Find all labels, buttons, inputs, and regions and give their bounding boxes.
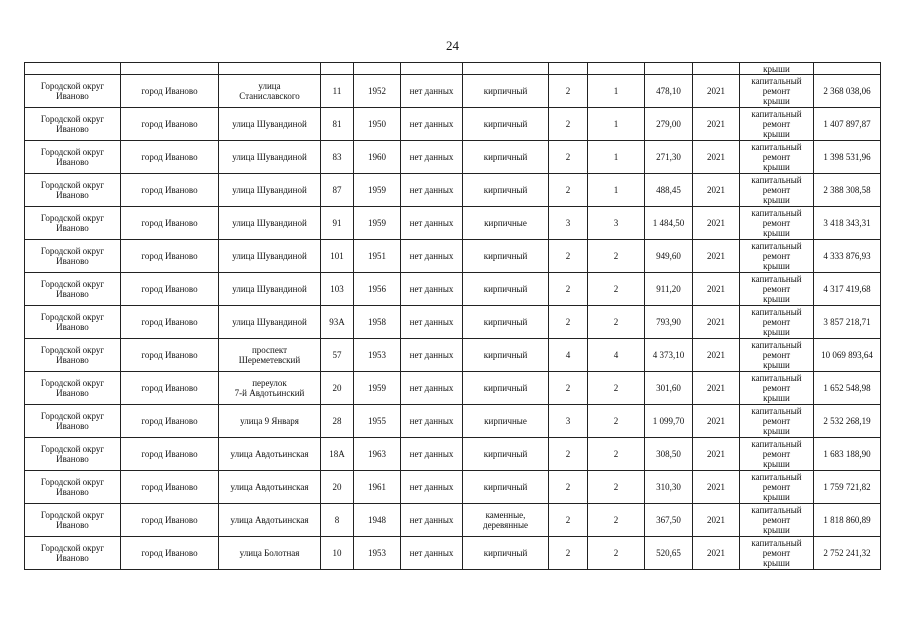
okrug-cell: Городской округ Иваново	[25, 339, 121, 372]
wall-material-cell: кирпичный	[463, 339, 549, 372]
info-cell: нет данных	[401, 174, 463, 207]
city-cell: город Иваново	[121, 537, 219, 570]
info-cell: нет данных	[401, 108, 463, 141]
info-cell: нет данных	[401, 372, 463, 405]
wall-material-cell: кирпичный	[463, 141, 549, 174]
street-cell: улица Шувандиной	[219, 273, 321, 306]
table-row	[25, 372, 881, 405]
work-type-cell: капитальный ремонт крыши	[740, 504, 814, 537]
entrances-cell: 2	[588, 372, 645, 405]
cost-cell: 1 652 548,98	[814, 372, 881, 405]
info-cell: нет данных	[401, 504, 463, 537]
info-cell: нет данных	[401, 405, 463, 438]
header-cell: крыши	[740, 63, 814, 75]
street-cell: улица Авдотьинская	[219, 471, 321, 504]
work-type-cell: капитальный ремонт крыши	[740, 240, 814, 273]
info-cell: нет данных	[401, 438, 463, 471]
entrances-cell: 2	[588, 405, 645, 438]
okrug-cell: Городской округ Иваново	[25, 372, 121, 405]
header-cell	[645, 63, 693, 75]
okrug-cell: Городской округ Иваново	[25, 471, 121, 504]
header-cell	[401, 63, 463, 75]
street-cell: улица Шувандиной	[219, 240, 321, 273]
area-cell: 478,10	[645, 75, 693, 108]
info-cell: нет данных	[401, 207, 463, 240]
work-type-cell: капитальный ремонт крыши	[740, 108, 814, 141]
floors-cell: 2	[549, 108, 588, 141]
city-cell: город Иваново	[121, 339, 219, 372]
entrances-cell: 1	[588, 108, 645, 141]
house-number-cell: 8	[321, 504, 354, 537]
header-cell	[814, 63, 881, 75]
build-year-cell: 1958	[354, 306, 401, 339]
area-cell: 1 099,70	[645, 405, 693, 438]
wall-material-cell: кирпичный	[463, 108, 549, 141]
city-cell: город Иваново	[121, 405, 219, 438]
work-type-cell: капитальный ремонт крыши	[740, 471, 814, 504]
city-cell: город Иваново	[121, 471, 219, 504]
info-cell: нет данных	[401, 141, 463, 174]
house-number-cell: 28	[321, 405, 354, 438]
house-number-cell: 11	[321, 75, 354, 108]
table-row	[25, 405, 881, 438]
street-cell: улица Шувандиной	[219, 141, 321, 174]
plan-year-cell: 2021	[693, 207, 740, 240]
okrug-cell: Городской округ Иваново	[25, 174, 121, 207]
floors-cell: 2	[549, 141, 588, 174]
work-type-cell: капитальный ремонт крыши	[740, 339, 814, 372]
table-header-row	[25, 63, 881, 75]
cost-cell: 10 069 893,64	[814, 339, 881, 372]
floors-cell: 2	[549, 537, 588, 570]
header-cell	[321, 63, 354, 75]
house-number-cell: 20	[321, 471, 354, 504]
table-row	[25, 141, 881, 174]
area-cell: 4 373,10	[645, 339, 693, 372]
city-cell: город Иваново	[121, 240, 219, 273]
floors-cell: 3	[549, 405, 588, 438]
plan-year-cell: 2021	[693, 273, 740, 306]
house-number-cell: 83	[321, 141, 354, 174]
okrug-cell: Городской округ Иваново	[25, 537, 121, 570]
house-number-cell: 81	[321, 108, 354, 141]
entrances-cell: 2	[588, 306, 645, 339]
cost-cell: 1 818 860,89	[814, 504, 881, 537]
house-number-cell: 20	[321, 372, 354, 405]
build-year-cell: 1963	[354, 438, 401, 471]
entrances-cell: 4	[588, 339, 645, 372]
area-cell: 793,90	[645, 306, 693, 339]
house-number-cell: 91	[321, 207, 354, 240]
okrug-cell: Городской округ Иваново	[25, 438, 121, 471]
plan-year-cell: 2021	[693, 240, 740, 273]
cost-cell: 2 368 038,06	[814, 75, 881, 108]
work-type-cell: капитальный ремонт крыши	[740, 141, 814, 174]
work-type-cell: капитальный ремонт крыши	[740, 174, 814, 207]
build-year-cell: 1959	[354, 207, 401, 240]
cost-cell: 1 683 188,90	[814, 438, 881, 471]
cost-cell: 1 407 897,87	[814, 108, 881, 141]
okrug-cell: Городской округ Иваново	[25, 108, 121, 141]
cost-cell: 1 398 531,96	[814, 141, 881, 174]
area-cell: 308,50	[645, 438, 693, 471]
page-number: 24	[446, 38, 459, 53]
plan-year-cell: 2021	[693, 405, 740, 438]
info-cell: нет данных	[401, 240, 463, 273]
entrances-cell: 1	[588, 75, 645, 108]
plan-year-cell: 2021	[693, 75, 740, 108]
build-year-cell: 1956	[354, 273, 401, 306]
street-cell: улица Авдотьинская	[219, 438, 321, 471]
wall-material-cell: кирпичный	[463, 306, 549, 339]
okrug-cell: Городской округ Иваново	[25, 240, 121, 273]
floors-cell: 2	[549, 438, 588, 471]
street-cell: улица Шувандиной	[219, 108, 321, 141]
cost-cell: 2 532 268,19	[814, 405, 881, 438]
area-cell: 949,60	[645, 240, 693, 273]
header-cell	[25, 63, 121, 75]
housing-repair-table	[24, 62, 881, 570]
floors-cell: 2	[549, 174, 588, 207]
header-cell	[121, 63, 219, 75]
info-cell: нет данных	[401, 339, 463, 372]
cost-cell: 1 759 721,82	[814, 471, 881, 504]
floors-cell: 2	[549, 306, 588, 339]
table-row	[25, 108, 881, 141]
entrances-cell: 2	[588, 537, 645, 570]
table-row	[25, 240, 881, 273]
build-year-cell: 1959	[354, 372, 401, 405]
cost-cell: 3 857 218,71	[814, 306, 881, 339]
floors-cell: 2	[549, 75, 588, 108]
plan-year-cell: 2021	[693, 108, 740, 141]
street-cell: улица Авдотьинская	[219, 504, 321, 537]
cost-cell: 4 317 419,68	[814, 273, 881, 306]
floors-cell: 2	[549, 240, 588, 273]
info-cell: нет данных	[401, 306, 463, 339]
header-cell	[219, 63, 321, 75]
floors-cell: 2	[549, 372, 588, 405]
work-type-cell: капитальный ремонт крыши	[740, 537, 814, 570]
okrug-cell: Городской округ Иваново	[25, 207, 121, 240]
plan-year-cell: 2021	[693, 372, 740, 405]
city-cell: город Иваново	[121, 306, 219, 339]
info-cell: нет данных	[401, 273, 463, 306]
work-type-cell: капитальный ремонт крыши	[740, 75, 814, 108]
wall-material-cell: кирпичный	[463, 372, 549, 405]
work-type-cell: капитальный ремонт крыши	[740, 438, 814, 471]
table-row	[25, 339, 881, 372]
info-cell: нет данных	[401, 537, 463, 570]
house-number-cell: 103	[321, 273, 354, 306]
floors-cell: 4	[549, 339, 588, 372]
work-type-cell: капитальный ремонт крыши	[740, 273, 814, 306]
okrug-cell: Городской округ Иваново	[25, 141, 121, 174]
okrug-cell: Городской округ Иваново	[25, 75, 121, 108]
entrances-cell: 3	[588, 207, 645, 240]
okrug-cell: Городской округ Иваново	[25, 306, 121, 339]
work-type-cell: капитальный ремонт крыши	[740, 372, 814, 405]
build-year-cell: 1953	[354, 537, 401, 570]
city-cell: город Иваново	[121, 174, 219, 207]
city-cell: город Иваново	[121, 75, 219, 108]
area-cell: 520,65	[645, 537, 693, 570]
street-cell: улица Шувандиной	[219, 306, 321, 339]
build-year-cell: 1953	[354, 339, 401, 372]
area-cell: 310,30	[645, 471, 693, 504]
plan-year-cell: 2021	[693, 339, 740, 372]
table-row	[25, 537, 881, 570]
work-type-cell: капитальный ремонт крыши	[740, 306, 814, 339]
area-cell: 271,30	[645, 141, 693, 174]
table-row	[25, 471, 881, 504]
wall-material-cell: кирпичный	[463, 537, 549, 570]
table-row	[25, 438, 881, 471]
okrug-cell: Городской округ Иваново	[25, 273, 121, 306]
build-year-cell: 1951	[354, 240, 401, 273]
area-cell: 1 484,50	[645, 207, 693, 240]
wall-material-cell: кирпичные	[463, 207, 549, 240]
house-number-cell: 18А	[321, 438, 354, 471]
build-year-cell: 1948	[354, 504, 401, 537]
city-cell: город Иваново	[121, 438, 219, 471]
plan-year-cell: 2021	[693, 438, 740, 471]
street-cell: улица Шувандиной	[219, 174, 321, 207]
table-row	[25, 174, 881, 207]
street-cell: проспект Шереметевский	[219, 339, 321, 372]
cost-cell: 4 333 876,93	[814, 240, 881, 273]
floors-cell: 2	[549, 471, 588, 504]
street-cell: переулок 7-й Авдотьинский	[219, 372, 321, 405]
street-cell: улица Станиславского	[219, 75, 321, 108]
wall-material-cell: кирпичный	[463, 438, 549, 471]
street-cell: улица Шувандиной	[219, 207, 321, 240]
okrug-cell: Городской округ Иваново	[25, 405, 121, 438]
city-cell: город Иваново	[121, 504, 219, 537]
wall-material-cell: кирпичные	[463, 405, 549, 438]
area-cell: 279,00	[645, 108, 693, 141]
plan-year-cell: 2021	[693, 141, 740, 174]
entrances-cell: 2	[588, 504, 645, 537]
cost-cell: 2 388 308,58	[814, 174, 881, 207]
header-cell	[463, 63, 549, 75]
house-number-cell: 10	[321, 537, 354, 570]
header-cell	[549, 63, 588, 75]
build-year-cell: 1961	[354, 471, 401, 504]
entrances-cell: 2	[588, 471, 645, 504]
area-cell: 488,45	[645, 174, 693, 207]
table-row	[25, 273, 881, 306]
table-row	[25, 504, 881, 537]
floors-cell: 2	[549, 273, 588, 306]
plan-year-cell: 2021	[693, 174, 740, 207]
area-cell: 911,20	[645, 273, 693, 306]
wall-material-cell: кирпичный	[463, 471, 549, 504]
work-type-cell: капитальный ремонт крыши	[740, 207, 814, 240]
plan-year-cell: 2021	[693, 504, 740, 537]
city-cell: город Иваново	[121, 141, 219, 174]
plan-year-cell: 2021	[693, 471, 740, 504]
floors-cell: 2	[549, 504, 588, 537]
city-cell: город Иваново	[121, 207, 219, 240]
wall-material-cell: кирпичный	[463, 75, 549, 108]
house-number-cell: 57	[321, 339, 354, 372]
build-year-cell: 1955	[354, 405, 401, 438]
entrances-cell: 2	[588, 240, 645, 273]
work-type-cell: капитальный ремонт крыши	[740, 405, 814, 438]
area-cell: 301,60	[645, 372, 693, 405]
plan-year-cell: 2021	[693, 306, 740, 339]
entrances-cell: 1	[588, 141, 645, 174]
entrances-cell: 2	[588, 438, 645, 471]
floors-cell: 3	[549, 207, 588, 240]
house-number-cell: 93А	[321, 306, 354, 339]
build-year-cell: 1952	[354, 75, 401, 108]
table-row	[25, 207, 881, 240]
house-number-cell: 101	[321, 240, 354, 273]
wall-material-cell: кирпичный	[463, 240, 549, 273]
entrances-cell: 1	[588, 174, 645, 207]
city-cell: город Иваново	[121, 108, 219, 141]
street-cell: улица 9 Января	[219, 405, 321, 438]
okrug-cell: Городской округ Иваново	[25, 504, 121, 537]
build-year-cell: 1960	[354, 141, 401, 174]
info-cell: нет данных	[401, 75, 463, 108]
table-row	[25, 306, 881, 339]
cost-cell: 3 418 343,31	[814, 207, 881, 240]
build-year-cell: 1950	[354, 108, 401, 141]
header-cell	[693, 63, 740, 75]
street-cell: улица Болотная	[219, 537, 321, 570]
plan-year-cell: 2021	[693, 537, 740, 570]
wall-material-cell: кирпичный	[463, 273, 549, 306]
header-cell	[354, 63, 401, 75]
city-cell: город Иваново	[121, 273, 219, 306]
wall-material-cell: кирпичный	[463, 174, 549, 207]
area-cell: 367,50	[645, 504, 693, 537]
entrances-cell: 2	[588, 273, 645, 306]
city-cell: город Иваново	[121, 372, 219, 405]
info-cell: нет данных	[401, 471, 463, 504]
cost-cell: 2 752 241,32	[814, 537, 881, 570]
header-cell	[588, 63, 645, 75]
table-row	[25, 75, 881, 108]
wall-material-cell: каменные, деревянные	[463, 504, 549, 537]
build-year-cell: 1959	[354, 174, 401, 207]
house-number-cell: 87	[321, 174, 354, 207]
